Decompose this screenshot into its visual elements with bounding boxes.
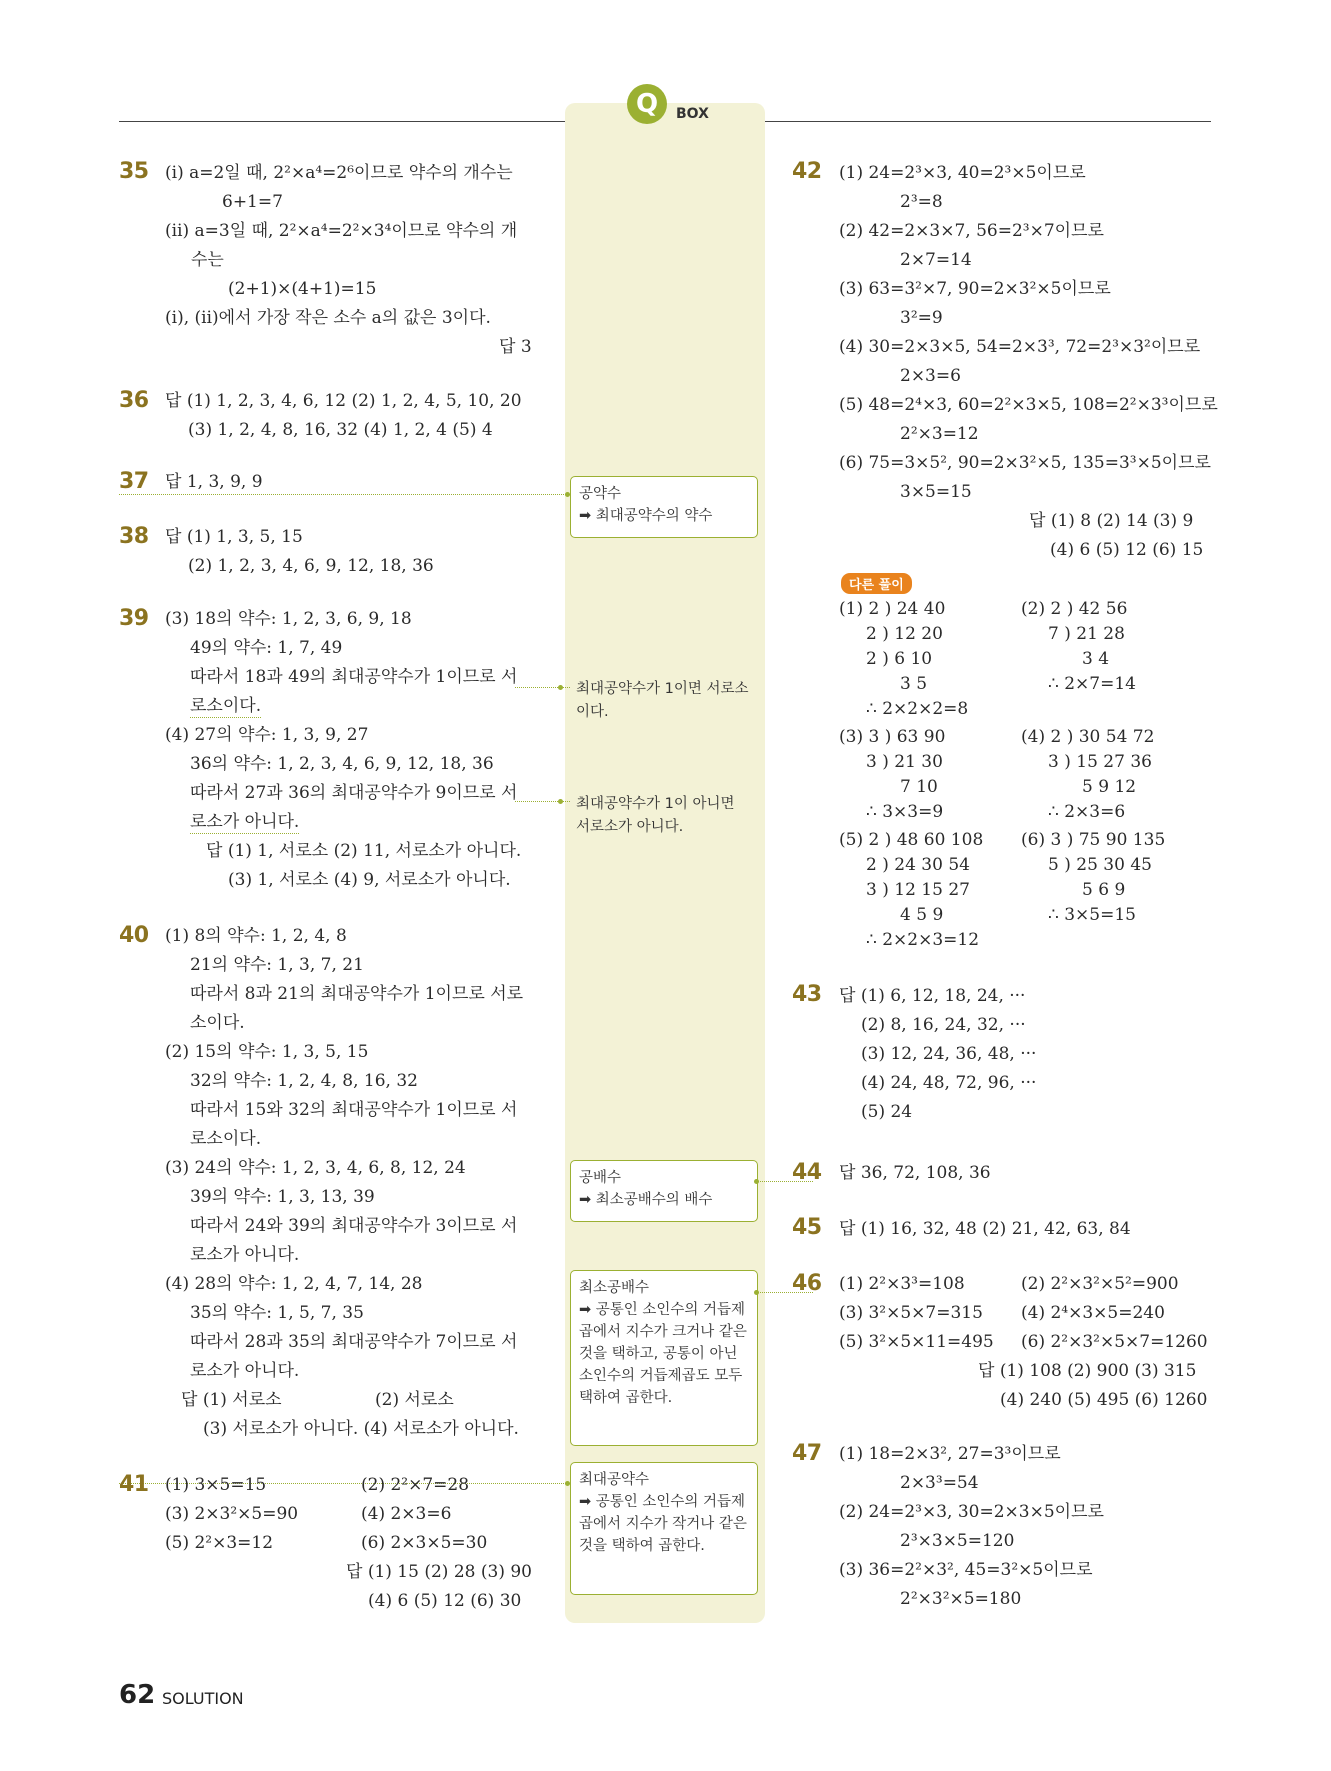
text-line: (3) 3²×5×7=315 (839, 1303, 983, 1323)
answer-line: 답 3 (499, 337, 532, 357)
alt-solution-badge: 다른 풀이 (841, 573, 912, 594)
text-line: 2³×3×5=120 (900, 1531, 1015, 1551)
division-line: 5 ) 25 30 45 (1048, 855, 1152, 875)
answer-line: 답 (1) 1, 서로소 (2) 11, 서로소가 아니다. (206, 841, 522, 861)
q-note-common-divisor (570, 476, 758, 538)
answer-line: 답 (1) 8 (2) 14 (3) 9 (1029, 511, 1194, 531)
q-note-coprime (576, 678, 760, 724)
text-line: 수는 (191, 250, 224, 270)
text-line: (1) 2²×3³=108 (839, 1274, 965, 1294)
text-line: (2) 15의 약수: 1, 3, 5, 15 (165, 1042, 369, 1062)
division-line: (1) 2 ) 24 40 (839, 599, 946, 619)
text-line: 로소가 아니다. (190, 1361, 300, 1381)
text-line: 2²×3=12 (900, 424, 979, 444)
q-note-lcm (570, 1270, 758, 1446)
division-line: (3) 3 ) 63 90 (839, 727, 946, 747)
problem-number: 44 (792, 1160, 822, 1185)
footer-label: SOLUTION (162, 1689, 244, 1708)
q-box-badge: Q (627, 84, 667, 124)
text-line: 따라서 18과 49의 최대공약수가 1이므로 서 (190, 667, 518, 687)
text-line: 2×7=14 (900, 250, 972, 270)
q-note-body: ➡ 최소공배수의 배수 (579, 1192, 713, 1208)
text-line: (2) 서로소 (375, 1390, 454, 1410)
problem-number: 35 (119, 159, 149, 184)
connector-dot (565, 492, 570, 497)
page-number: 62 (119, 1680, 156, 1710)
text-line: (2) 24=2³×3, 30=2×3×5이므로 (839, 1502, 1104, 1522)
problem-number: 38 (119, 524, 149, 549)
q-note-title: 공약수 (579, 486, 622, 502)
division-line: 2 ) 12 20 (866, 624, 943, 644)
text-line: (2) 2²×7=28 (361, 1475, 470, 1495)
q-note-title: 최대공약수 (579, 1472, 650, 1488)
problem-number: 40 (119, 923, 149, 948)
q-note-body: 서로소가 아니다. (576, 819, 684, 835)
division-line: ∴ 2×7=14 (1048, 674, 1136, 694)
problem-number: 37 (119, 469, 149, 494)
division-line: 7 ) 21 28 (1048, 624, 1125, 644)
text-line: 3²=9 (900, 308, 943, 328)
connector-dot (558, 799, 563, 804)
text-line: 35의 약수: 1, 5, 7, 35 (190, 1303, 364, 1323)
text-line: (2) 42=2×3×7, 56=2³×7이므로 (839, 221, 1104, 241)
text-line: (4) 2×3=6 (361, 1504, 452, 1524)
text-line: (3) 서로소가 아니다. (4) 서로소가 아니다. (203, 1419, 519, 1439)
division-line: ∴ 2×2×3=12 (866, 930, 980, 950)
text-line: (ⅰ) a=2일 때, 2²×a⁴=2⁶이므로 약수의 개수는 (165, 163, 513, 183)
q-note-body: ➡ 공통인 소인수의 거듭제곱에서 지수가 작거나 같은 것을 택하여 곱한다. (579, 1494, 747, 1554)
text-line: (4) 6 (5) 12 (6) 15 (1050, 540, 1204, 560)
problem-number: 36 (119, 388, 149, 413)
division-line: (2) 2 ) 42 56 (1021, 599, 1128, 619)
text-line: (3) 18의 약수: 1, 2, 3, 6, 9, 18 (165, 609, 412, 629)
text-line: 따라서 8과 21의 최대공약수가 1이므로 서로 (190, 984, 524, 1004)
text-line: (ⅰ), (ⅱ)에서 가장 작은 소수 a의 값은 3이다. (165, 308, 491, 328)
text-line: (2) 8, 16, 24, 32, ··· (861, 1015, 1026, 1035)
text-line: 따라서 15와 32의 최대공약수가 1이므로 서 (190, 1100, 518, 1120)
division-line: 5 9 12 (1082, 777, 1137, 797)
q-note-body: ➡ 공통인 소인수의 거듭제곱에서 지수가 크거나 같은 것을 택하고, 공통이 아닌 소인수의 거듭제곱도 모두 택하여 곱한다. (579, 1302, 747, 1406)
connector-37 (119, 494, 570, 495)
problem-number: 43 (792, 982, 822, 1007)
text-line: (4) 240 (5) 495 (6) 1260 (1000, 1390, 1208, 1410)
text-line: 로소이다. (190, 696, 262, 716)
problem-number: 42 (792, 159, 822, 184)
text-line: (2) 2²×3²×5²=900 (1021, 1274, 1179, 1294)
text-line: (4) 28의 약수: 1, 2, 4, 7, 14, 28 (165, 1274, 423, 1294)
q-note-body: 이다. (576, 704, 609, 720)
text-line: (4) 30=2×3×5, 54=2×3³, 72=2³×3²이므로 (839, 337, 1201, 357)
text-line: (3) 1, 서로소 (4) 9, 서로소가 아니다. (228, 870, 511, 890)
text-line: (2) 1, 2, 3, 4, 6, 9, 12, 18, 36 (188, 556, 434, 576)
answer-line: 답 (1) 15 (2) 28 (3) 90 (346, 1562, 532, 1582)
division-line: 2 ) 24 30 54 (866, 855, 970, 875)
text-line: 6+1=7 (222, 192, 283, 212)
connector-dot (754, 1290, 759, 1295)
problem-number: 45 (792, 1215, 822, 1240)
text-line: (2+1)×(4+1)=15 (228, 279, 377, 299)
text-line: 따라서 28과 35의 최대공약수가 7이므로 서 (190, 1332, 518, 1352)
text-line: (1) 3×5=15 (165, 1475, 267, 1495)
text-line: 따라서 27과 36의 최대공약수가 9이므로 서 (190, 783, 518, 803)
text-line: (4) 27의 약수: 1, 3, 9, 27 (165, 725, 369, 745)
q-note-gcd (570, 1462, 758, 1595)
answer-line: 답 (1) 108 (2) 900 (3) 315 (978, 1361, 1197, 1381)
division-line: ∴ 3×3=9 (866, 802, 944, 822)
text-line: (ⅱ) a=3일 때, 2²×a⁴=2²×3⁴이므로 약수의 개 (165, 221, 518, 241)
division-line: 4 5 9 (900, 905, 944, 925)
division-line: ∴ 2×2×2=8 (866, 699, 969, 719)
q-note-title: 최대공약수가 1이 아니면 (576, 796, 735, 812)
text-line: 36의 약수: 1, 2, 3, 4, 6, 9, 12, 18, 36 (190, 754, 494, 774)
text-line: (3) 12, 24, 36, 48, ··· (861, 1044, 1037, 1064)
text-line: (4) 6 (5) 12 (6) 30 (368, 1591, 522, 1611)
division-line: 7 10 (900, 777, 938, 797)
text-line: 소이다. (190, 1013, 245, 1033)
text-line: (5) 24 (861, 1102, 913, 1122)
text-line: 2×3³=54 (900, 1473, 979, 1493)
division-line: 3 5 (900, 674, 928, 694)
answer-line: 답 36, 72, 108, 36 (839, 1163, 991, 1183)
division-line: 3 ) 12 15 27 (866, 880, 970, 900)
division-line: (4) 2 ) 30 54 72 (1021, 727, 1155, 747)
answer-line: 답 (1) 1, 3, 5, 15 (165, 527, 303, 547)
text-line: (3) 1, 2, 4, 8, 16, 32 (4) 1, 2, 4 (5) 4 (188, 420, 493, 440)
answer-line: 답 (1) 6, 12, 18, 24, ··· (839, 986, 1026, 1006)
text-line: (3) 36=2²×3², 45=3²×5이므로 (839, 1560, 1093, 1580)
division-line: (6) 3 ) 75 90 135 (1021, 830, 1166, 850)
text-line: (6) 2×3×5=30 (361, 1533, 488, 1553)
problem-number: 41 (119, 1472, 149, 1497)
text-line: 2×3=6 (900, 366, 961, 386)
text-line: (5) 3²×5×11=495 (839, 1332, 994, 1352)
text-line: (6) 2²×3²×5×7=1260 (1021, 1332, 1208, 1352)
text-line: 2³=8 (900, 192, 943, 212)
answer-line: 답 (1) 서로소 (181, 1390, 282, 1410)
text-line: 39의 약수: 1, 3, 13, 39 (190, 1187, 375, 1207)
text-line: 2²×3²×5=180 (900, 1589, 1022, 1609)
connector-dot (754, 1179, 759, 1184)
text-line: 따라서 24와 39의 최대공약수가 3이므로 서 (190, 1216, 518, 1236)
text-line: (1) 18=2×3², 27=3³이므로 (839, 1444, 1061, 1464)
problem-number: 46 (792, 1271, 822, 1296)
q-box-label: BOX (676, 106, 709, 122)
division-line: (5) 2 ) 48 60 108 (839, 830, 984, 850)
answer-line: 답 1, 3, 9, 9 (165, 472, 263, 492)
connector-dot (565, 1481, 570, 1486)
text-line: (4) 2⁴×3×5=240 (1021, 1303, 1165, 1323)
q-note-common-multiple (570, 1160, 758, 1222)
text-line: (5) 2²×3=12 (165, 1533, 274, 1553)
q-note-title: 공배수 (579, 1170, 622, 1186)
division-line: 3 4 (1082, 649, 1110, 669)
answer-line: 답 (1) 1, 2, 3, 4, 6, 12 (2) 1, 2, 4, 5, 10, 20 (165, 391, 522, 411)
text-line: 로소이다. (190, 1129, 262, 1149)
division-line: 5 6 9 (1082, 880, 1126, 900)
q-note-not-coprime (576, 793, 760, 839)
text-line: 32의 약수: 1, 2, 4, 8, 16, 32 (190, 1071, 418, 1091)
text-line: (1) 24=2³×3, 40=2³×5이므로 (839, 163, 1086, 183)
text-line: (5) 48=2⁴×3, 60=2²×3×5, 108=2²×3³이므로 (839, 395, 1218, 415)
division-line: 3 ) 21 30 (866, 752, 943, 772)
text-line: 49의 약수: 1, 7, 49 (190, 638, 343, 658)
division-line: ∴ 3×5=15 (1048, 905, 1136, 925)
text-line: (3) 63=3²×7, 90=2×3²×5이므로 (839, 279, 1111, 299)
text-line: 21의 약수: 1, 3, 7, 21 (190, 955, 364, 975)
q-note-title: 최대공약수가 1이면 서로소 (576, 681, 749, 697)
text-line: (4) 24, 48, 72, 96, ··· (861, 1073, 1037, 1093)
division-line: 2 ) 6 10 (866, 649, 933, 669)
text-line: 3×5=15 (900, 482, 972, 502)
q-note-body: ➡ 최대공약수의 약수 (579, 508, 713, 524)
text-line: (3) 2×3²×5=90 (165, 1504, 299, 1524)
answer-line: 답 (1) 16, 32, 48 (2) 21, 42, 63, 84 (839, 1219, 1131, 1239)
text-line: 로소가 아니다. (190, 1245, 300, 1265)
text-line: (1) 8의 약수: 1, 2, 4, 8 (165, 926, 347, 946)
text-line: 로소가 아니다. (190, 812, 300, 832)
problem-number: 47 (792, 1441, 822, 1466)
division-line: 3 ) 15 27 36 (1048, 752, 1152, 772)
division-line: ∴ 2×3=6 (1048, 802, 1126, 822)
connector-dot (558, 685, 563, 690)
text-line: (3) 24의 약수: 1, 2, 3, 4, 6, 8, 12, 24 (165, 1158, 466, 1178)
problem-number: 39 (119, 606, 149, 631)
text-line: (6) 75=3×5², 90=2×3²×5, 135=3³×5이므로 (839, 453, 1211, 473)
q-note-title: 최소공배수 (579, 1280, 650, 1296)
